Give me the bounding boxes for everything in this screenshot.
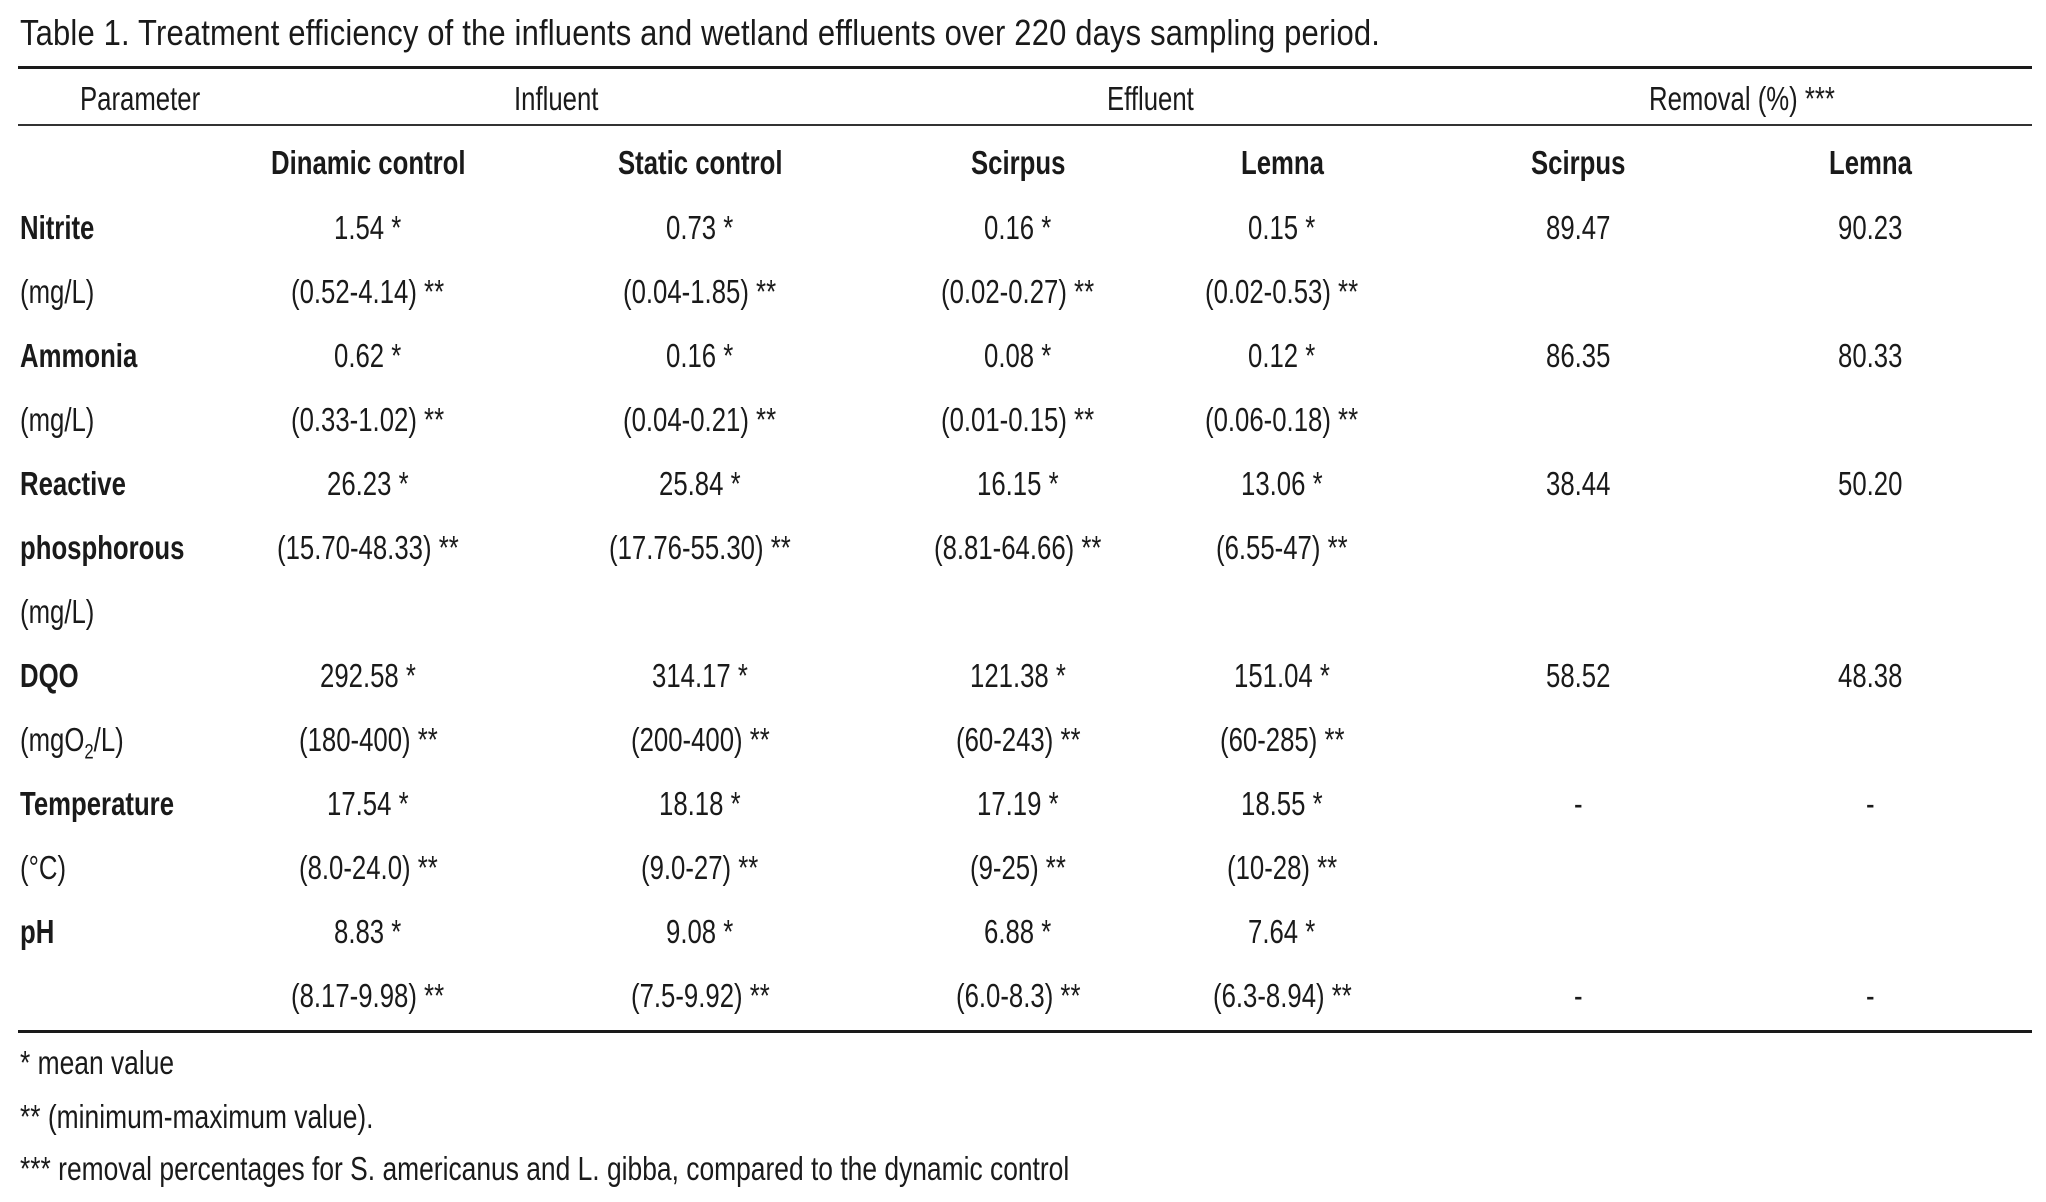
table-cell-scirpus: 0.08 * [984, 337, 1052, 374]
table-cell-dinamic: (15.70-48.33) ** [277, 529, 459, 566]
table-cell-static: 0.16 * [666, 337, 734, 374]
table-cell-lemna: 0.12 * [1248, 337, 1316, 374]
subheader-static-control: Static control [617, 144, 783, 181]
table-cell-scirpus: 6.88 * [984, 913, 1052, 950]
table-cell-scirpus: (8.81-64.66) ** [934, 529, 1102, 566]
table-cell-rem-lemna: 50.20 [1837, 465, 1903, 502]
table-cell-rem-scirpus: 86.35 [1545, 337, 1611, 374]
table-cell-lemna: (6.55-47) ** [1216, 529, 1348, 566]
subheader-lemna-removal: Lemna [1828, 144, 1912, 181]
top-rule [18, 66, 2032, 69]
table-cell-lemna: 0.15 * [1248, 209, 1316, 246]
table-cell-static: 25.84 * [659, 465, 741, 502]
table-cell-scirpus: 0.16 * [984, 209, 1052, 246]
table-cell-scirpus: 17.19 * [977, 785, 1059, 822]
header-removal: Removal (%) *** [1649, 80, 1835, 117]
subheader-lemna-effluent: Lemna [1240, 144, 1324, 181]
table-cell-scirpus: (0.01-0.15) ** [941, 401, 1095, 438]
row-label: (mg/L) [20, 593, 95, 630]
table-cell-lemna: (6.3-8.94) ** [1212, 977, 1352, 1014]
table-cell-rem-lemna: 80.33 [1837, 337, 1903, 374]
table-cell-rem-scirpus: 58.52 [1545, 657, 1611, 694]
row-label: DQO [20, 657, 79, 694]
subheader-dinamic-control: Dinamic control [270, 144, 466, 181]
table-cell-rem-lemna: - [1865, 785, 1875, 822]
table-cell-dinamic: (8.0-24.0) ** [298, 849, 438, 886]
row-label: Nitrite [20, 209, 95, 246]
table-cell-rem-scirpus: 38.44 [1545, 465, 1611, 502]
table-cell-lemna: (60-285) ** [1219, 721, 1345, 758]
table-cell-scirpus: 16.15 * [977, 465, 1059, 502]
table-cell-static: (17.76-55.30) ** [609, 529, 791, 566]
table-cell-dinamic: 8.83 * [334, 913, 402, 950]
table-cell-lemna: (0.06-0.18) ** [1205, 401, 1359, 438]
table-cell-lemna: (0.02-0.53) ** [1205, 273, 1359, 310]
footnote-mean: * mean value [20, 1044, 175, 1081]
table-cell-lemna: 18.55 * [1241, 785, 1323, 822]
table-cell-static: (0.04-0.21) ** [623, 401, 777, 438]
table-caption: Table 1. Treatment efficiency of the influents and wetland effluents over 220 days sampling period. [20, 12, 1381, 53]
table-cell-static: 18.18 * [659, 785, 741, 822]
table-cell-lemna: 7.64 * [1248, 913, 1316, 950]
table-cell-static: 9.08 * [666, 913, 734, 950]
footnote-range: ** (minimum-maximum value). [20, 1098, 374, 1135]
table-cell-static: (200-400) ** [630, 721, 770, 758]
header-influent: Influent [513, 80, 599, 117]
table-cell-dinamic: (0.33-1.02) ** [291, 401, 445, 438]
row-label: pH [20, 913, 55, 950]
header-rule [18, 124, 2032, 126]
table-cell-scirpus: 121.38 * [970, 657, 1066, 694]
table-cell-rem-lemna: 90.23 [1837, 209, 1903, 246]
table-cell-scirpus: (0.02-0.27) ** [941, 273, 1095, 310]
table-cell-static: 314.17 * [652, 657, 748, 694]
row-label: Reactive [20, 465, 126, 502]
row-label: (mg/L) [20, 273, 95, 310]
table-cell-rem-scirpus: 89.47 [1545, 209, 1611, 246]
table-cell-rem-lemna: 48.38 [1837, 657, 1903, 694]
row-label: Temperature [20, 785, 175, 822]
table-cell-scirpus: (6.0-8.3) ** [955, 977, 1081, 1014]
subheader-scirpus-removal: Scirpus [1530, 144, 1626, 181]
table-cell-rem-lemna: - [1865, 977, 1875, 1014]
row-label: phosphorous [20, 529, 185, 566]
row-label: Ammonia [20, 337, 138, 374]
table-cell-lemna: 13.06 * [1241, 465, 1323, 502]
table-cell-rem-scirpus: - [1573, 977, 1583, 1014]
table-cell-static: (9.0-27) ** [641, 849, 759, 886]
table-cell-dinamic: 0.62 * [334, 337, 402, 374]
table-cell-dinamic: (180-400) ** [298, 721, 438, 758]
table-cell-dinamic: 1.54 * [334, 209, 402, 246]
header-parameter: Parameter [80, 80, 201, 117]
table-cell-static: 0.73 * [666, 209, 734, 246]
table-cell-dinamic: (0.52-4.14) ** [291, 273, 445, 310]
footnote-removal: *** removal percentages for S. americanus and L. gibba, compared to the dynamic control [20, 1150, 1070, 1187]
table-cell-dinamic: 17.54 * [327, 785, 409, 822]
table-cell-lemna: (10-28) ** [1226, 849, 1338, 886]
table-cell-rem-scirpus: - [1573, 785, 1583, 822]
table-cell-dinamic: 26.23 * [327, 465, 409, 502]
subheader-scirpus-effluent: Scirpus [970, 144, 1066, 181]
table-cell-dinamic: 292.58 * [320, 657, 416, 694]
table-cell-scirpus: (9-25) ** [970, 849, 1066, 886]
table-cell-static: (7.5-9.92) ** [630, 977, 770, 1014]
row-label: (mg/L) [20, 401, 95, 438]
bottom-rule [18, 1030, 2032, 1033]
table-cell-lemna: 151.04 * [1234, 657, 1330, 694]
table-cell-scirpus: (60-243) ** [955, 721, 1081, 758]
table-cell-static: (0.04-1.85) ** [623, 273, 777, 310]
table-cell-dinamic: (8.17-9.98) ** [291, 977, 445, 1014]
row-label: (mgO$_2$/L) [20, 721, 124, 764]
row-label: (°C) [20, 849, 67, 886]
header-effluent: Effluent [1106, 80, 1194, 117]
